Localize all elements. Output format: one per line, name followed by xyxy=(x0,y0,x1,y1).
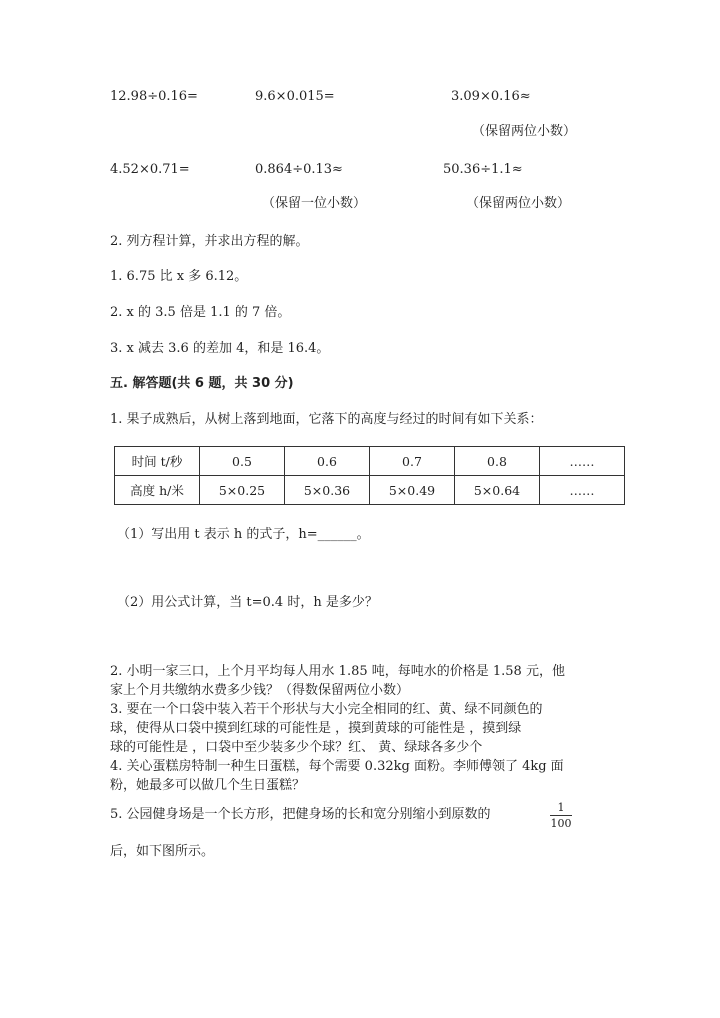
question-text: 1. 果子成熟后，从树上落到地面，它落下的高度与经过的时间有如下关系： xyxy=(110,412,543,427)
question-text: 5. 公园健身场是一个长方形，把健身场的长和宽分别缩小到原数的 xyxy=(110,807,491,822)
question-text: 后，如下图所示。 xyxy=(110,844,215,859)
table-cell: 时间 t/秒 xyxy=(115,447,200,476)
table-cell: 高度 h/米 xyxy=(115,476,200,505)
equation-item: 1. 6.75 比 x 多 6.12。 xyxy=(110,269,248,284)
table-cell: 5×0.25 xyxy=(200,476,285,505)
rounding-note: （保留两位小数） xyxy=(466,196,571,211)
rounding-note: （保留一位小数） xyxy=(262,196,367,211)
equations-heading: 2. 列方程计算，并求出方程的解。 xyxy=(110,234,309,249)
equation-item: 3. x 减去 3.6 的差加 4，和是 16.4。 xyxy=(110,341,330,356)
calc-item: 4.52×0.71= xyxy=(110,162,190,177)
rounding-note: （保留两位小数） xyxy=(472,124,577,139)
table-cell: 5×0.64 xyxy=(455,476,540,505)
fraction-bar xyxy=(550,815,572,816)
fraction-denominator: 100 xyxy=(550,817,572,830)
time-height-table xyxy=(114,446,625,505)
calc-item: 0.864÷0.13≈ xyxy=(255,162,343,177)
fraction xyxy=(550,802,572,829)
section-title: 五. 解答题(共 6 题，共 30 分) xyxy=(110,376,294,391)
table-cell: 0.5 xyxy=(200,447,285,476)
sub-question: （2）用公式计算，当 t=0.4 时，h 是多少？ xyxy=(117,595,378,610)
table-row xyxy=(115,476,625,505)
calc-item: 12.98÷0.16= xyxy=(110,89,198,104)
calc-item: 9.6×0.015= xyxy=(255,89,335,104)
calc-item: 3.09×0.16≈ xyxy=(451,89,531,104)
calc-item: 50.36÷1.1≈ xyxy=(443,162,523,177)
equation-item: 2. x 的 3.5 倍是 1.1 的 7 倍。 xyxy=(110,305,291,320)
table-cell: …… xyxy=(540,447,625,476)
table-cell: 0.8 xyxy=(455,447,540,476)
table-cell: …… xyxy=(540,476,625,505)
question-text: 3. 要在一个口袋中装入若干个形状与大小完全相同的红、黄、绿不同颜色的 xyxy=(110,702,543,717)
question-text: 球的可能性是 ，口袋中至少装多少个球？红、 黄、绿球各多少个 xyxy=(110,740,483,755)
table-cell: 0.7 xyxy=(370,447,455,476)
table-cell: 0.6 xyxy=(285,447,370,476)
table-cell: 5×0.36 xyxy=(285,476,370,505)
question-text: 球，使得从口袋中摸到红球的可能性是 ，摸到黄球的可能性是 ，摸到绿 xyxy=(110,721,522,736)
table-cell: 5×0.49 xyxy=(370,476,455,505)
question-text: 家上个月共缴纳水费多少钱？（得数保留两位小数） xyxy=(110,683,410,698)
table-row xyxy=(115,447,625,476)
question-text: 粉，她最多可以做几个生日蛋糕？ xyxy=(110,778,306,793)
question-text: 2. 小明一家三口，上个月平均每人用水 1.85 吨，每吨水的价格是 1.58 元，他 xyxy=(110,664,565,679)
sub-question: （1）写出用 t 表示 h 的式子，h=______。 xyxy=(117,527,370,542)
question-text: 4. 关心蛋糕房特制一种生日蛋糕，每个需要 0.32kg 面粉。李师傅领了 4kg 面 xyxy=(110,759,564,774)
fraction-numerator: 1 xyxy=(557,801,565,814)
